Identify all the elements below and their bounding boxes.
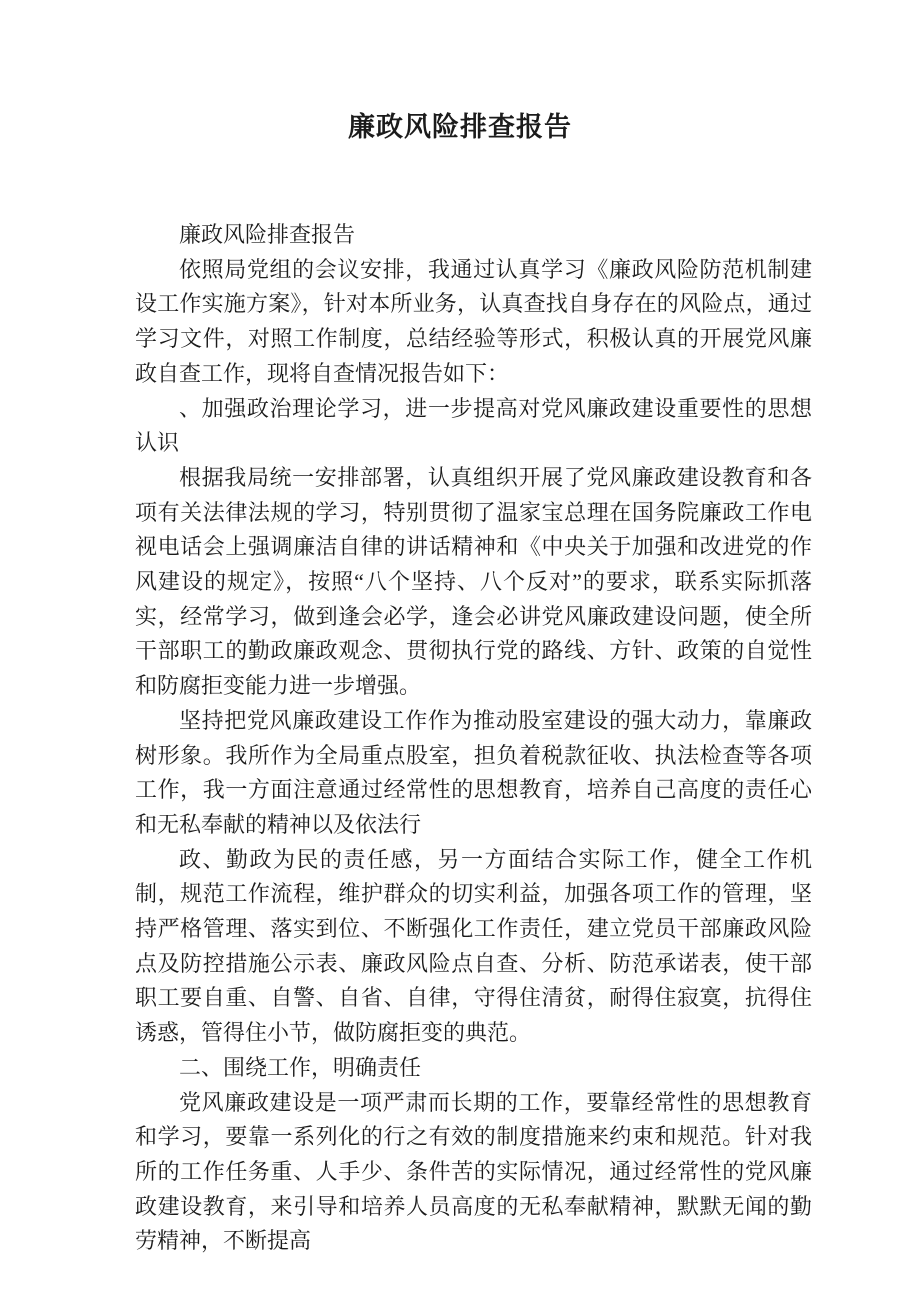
document-body — [135, 218, 812, 1259]
document-title: 廉政风险排查报告 — [348, 112, 572, 142]
paragraph: 政、勤政为民的责任感，另一方面结合实际工作，健全工作机制，规范工作流程，维护群众的切实利益，加强各项工作的管理，坚持严格管理、落实到位、不断强化工作责任，建立党员干部廉政风险点及防控措施公示表、廉政风险点自查、分析、防范承诺表，使干部职工要自重、自警、自省、自律，守得住清贫，耐得住寂寞，抗得住诱惑，管得住小节，做防腐拒变的典范。 — [135, 846, 812, 1046]
paragraph: 廉政风险排查报告 — [179, 222, 356, 247]
paragraph: 、加强政治理论学习，进一步提高对党风廉政建设重要性的思想认识 — [135, 395, 812, 456]
paragraph: 二、围绕工作，明确责任 — [179, 1054, 422, 1080]
paragraph: 坚持把党风廉政建设工作作为推动股室建设的强大动力，靠廉政树形象。我所作为全局重点股室，担负着税款征收、执法检查等各项工作，我一方面注意通过经常性的思想教育，培养自己高度的责任心和无私奉献的精神以及依法行 — [135, 707, 812, 837]
paragraph: 依照局党组的会议安排，我通过认真学习《廉政风险防范机制建设工作实施方案》，针对本所业务，认真查找自身存在的风险点，通过学习文件，对照工作制度，总结经验等形式，积极认真的开展党风廉政自查工作，现将自查情况报告如下： — [135, 256, 812, 386]
paragraph: 党风廉政建设是一项严肃而长期的工作，要靠经常性的思想教育和学习，要靠一系列化的行之有效的制度措施来约束和规范。针对我所的工作任务重、人手少、条件苦的实际情况，通过经常性的党风廉政建设教育，来引导和培养人员高度的无私奉献精神，默默无闻的勤劳精神，不断提高 — [135, 1089, 812, 1254]
paragraph: 根据我局统一安排部署，认真组织开展了党风廉政建设教育和各项有关法律法规的学习，特别贯彻了温家宝总理在国务院廉政工作电视电话会上强调廉洁自律的讲话精神和《中央关于加强和改进党的作风建设的规定》，按照“八个坚持、八个反对”的要求，联系实际抓落实，经常学习，做到逢会必学，逢会必讲党风廉政建设问题，使全所干部职工的勤政廉政观念、贯彻执行党的路线、方针、政策的自觉性和防腐拒变能力进一步增强。 — [135, 464, 812, 699]
